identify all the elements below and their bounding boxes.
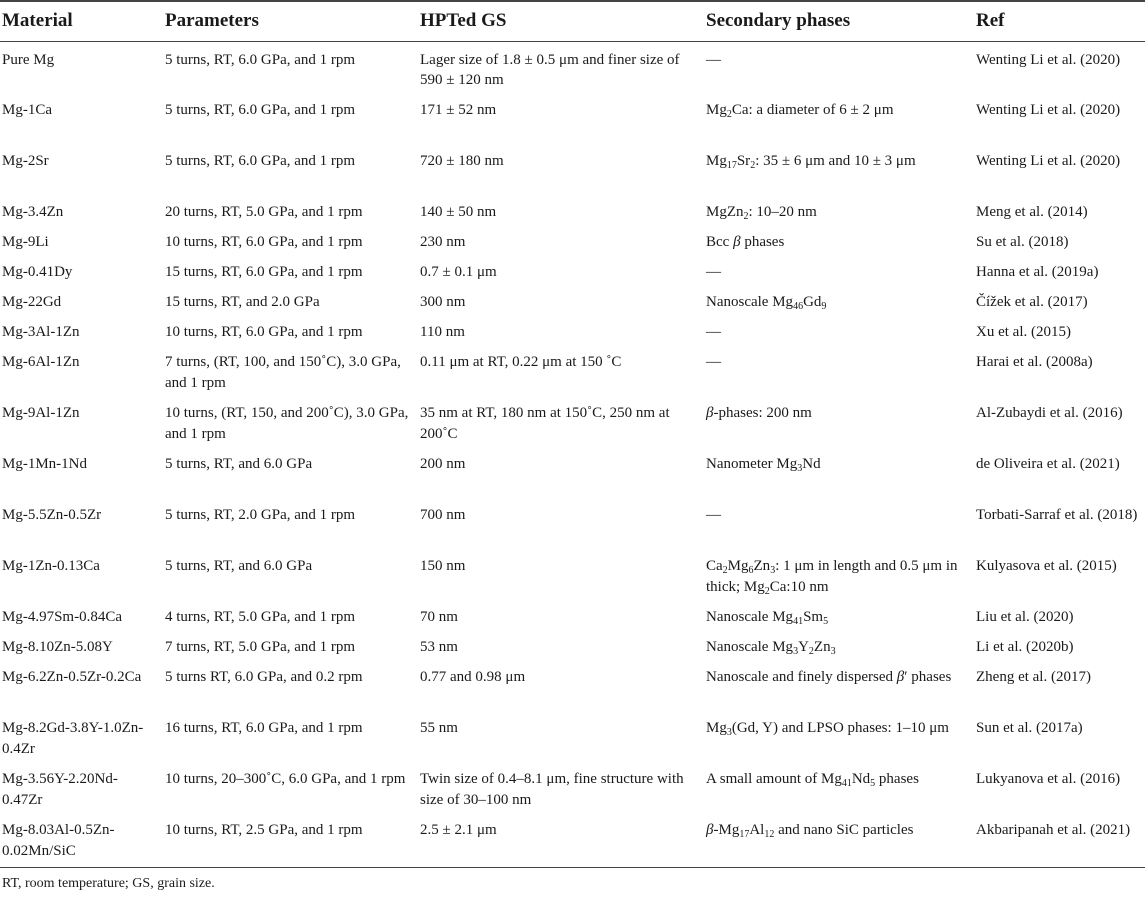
table-row [0,395,1145,446]
cell-ref: Hanna et al. (2019a) [976,264,1099,280]
cell-ref: Wenting Li et al. (2020) [976,51,1121,68]
cell-grain-size: 0.7 ± 0.1 μm [420,264,497,280]
cell-secondary-phases: — [706,507,721,523]
table-row [0,548,1145,599]
cell-parameters: 5 turns, RT, and 6.0 GPa [165,558,313,574]
cell-material: Mg-6.2Zn-0.5Zr-0.2Ca [2,669,142,685]
cell-material: Mg-2Sr [2,153,49,169]
cell-grain-size: 0.77 and 0.98 μm [420,669,526,685]
cell-grain-size: 200 nm [420,456,466,472]
cell-ref: Su et al. (2018) [976,234,1069,250]
cell-secondary-phases: — [706,354,721,370]
cell-grain-size: 70 nm [420,609,458,625]
table-body [0,41,1145,868]
table-row [0,761,1145,812]
header-hpted-gs: HPTed GS [418,1,704,41]
cell-grain-size: 0.11 μm at RT, 0.22 μm at 150 ˚C [420,354,622,370]
cell-secondary-phases: A small amount of $Mg_{41}Nd_5$ phases [706,771,919,789]
table-row [0,599,1145,629]
cell-parameters: 20 turns, RT, 5.0 GPa, and 1 rpm [165,204,363,220]
cell-secondary-phases: MgZn$_2$: 10–20 nm [706,204,817,222]
cell-ref: Xu et al. (2015) [976,324,1071,340]
cell-parameters: 10 turns, 20–300˚C, 6.0 GPa, and 1 rpm [165,771,406,787]
cell-material: Mg-5.5Zn-0.5Zr [2,507,102,523]
cell-ref: Čížek et al. (2017) [976,294,1088,310]
cell-parameters: 15 turns, RT, 6.0 GPa, and 1 rpm [165,264,363,280]
header-material: Material [0,1,163,41]
cell-secondary-phases: — [706,51,721,68]
cell-parameters: 7 turns, (RT, 100, and 150˚C), 3.0 GPa, and 1 rpm [165,354,401,391]
header-parameters: Parameters [163,1,418,41]
cell-material: Mg-9Al-1Zn [2,405,80,421]
cell-grain-size: 53 nm [420,639,458,655]
cell-parameters: 5 turns, RT, 2.0 GPa, and 1 rpm [165,507,356,523]
table-row [0,446,1145,497]
cell-material: Mg-1Ca [2,102,52,118]
cell-grain-size: 110 nm [420,324,465,340]
cell-grain-size: 35 nm at RT, 180 nm at 150˚C, 250 nm at 200˚C [420,405,670,442]
cell-secondary-phases: — [706,324,721,340]
cell-material: Mg-8.10Zn-5.08Y [2,639,113,655]
cell-ref: Wenting Li et al. (2020) [976,102,1121,118]
cell-parameters: 16 turns, RT, 6.0 GPa, and 1 rpm [165,720,363,736]
cell-parameters: 5 turns, RT, 6.0 GPa, and 1 rpm [165,51,356,68]
table-row [0,812,1145,868]
cell-parameters: 10 turns, RT, 6.0 GPa, and 1 rpm [165,234,363,250]
cell-ref: Torbati-Sarraf et al. (2018) [976,507,1138,523]
header-ref: Ref [974,1,1145,41]
cell-secondary-phases: Nanoscale and finely dispersed β′ phases [706,669,952,685]
cell-parameters: 10 turns, RT, 2.5 GPa, and 1 rpm [163,812,418,868]
cell-ref: Kulyasova et al. (2015) [976,558,1117,574]
cell-ref: Zheng et al. (2017) [976,669,1091,685]
cell-parameters: 10 turns, RT, 6.0 GPa, and 1 rpm [165,324,363,340]
cell-secondary-phases: $Mg_2Ca$: a diameter of 6 ± 2 μm [706,102,894,120]
cell-material: Pure Mg [2,51,55,68]
cell-secondary-phases: $Ca_2Mg_6Zn_3$: 1 μm in length and 0.5 μm in thick; $Mg_2Ca:10$ nm [706,558,958,597]
cell-secondary-phases: Nanoscale $Mg_{41}Sm_5$ [706,609,829,627]
cell-ref: Harai et al. (2008a) [976,354,1093,370]
cell-grain-size: 300 nm [420,294,466,310]
cell-material: Mg-8.2Gd-3.8Y-1.0Zn-0.4Zr [2,720,144,757]
table-header [0,1,1145,41]
cell-parameters: 10 turns, (RT, 150, and 200˚C), 3.0 GPa, and 1 rpm [165,405,409,442]
cell-grain-size: 700 nm [420,507,466,523]
cell-secondary-phases: $\beta-Mg_{17}Al_{12}$ and nano SiC particles [704,812,974,868]
cell-ref: Lukyanova et al. (2016) [976,771,1121,787]
cell-grain-size: 150 nm [420,558,466,574]
header-row [0,1,1145,41]
table-row [0,92,1145,143]
cell-material: Mg-3.56Y-2.20Nd-0.47Zr [2,771,118,808]
table-footnote: RT, room temperature; GS, grain size. [2,876,215,891]
cell-parameters: 7 turns, RT, 5.0 GPa, and 1 rpm [165,639,356,655]
cell-parameters: 5 turns, RT, 6.0 GPa, and 1 rpm [165,102,356,118]
cell-secondary-phases: Nanoscale $Mg_3Y_2Zn_3$ [706,639,836,657]
cell-grain-size: Twin size of 0.4–8.1 μm, fine structure with size of 30–100 nm [420,771,684,808]
cell-grain-size: 230 nm [420,234,466,250]
cell-material: Mg-0.41Dy [2,264,73,280]
cell-material: Mg-6Al-1Zn [2,354,80,370]
cell-secondary-phases: Nanometer $Mg_3Nd$ [706,456,821,474]
cell-ref: de Oliveira et al. (2021) [976,456,1120,472]
cell-grain-size: Lager size of 1.8 ± 0.5 μm and finer size of 590 ± 120 nm [420,51,680,88]
cell-parameters: 5 turns, RT, and 6.0 GPa [165,456,313,472]
cell-secondary-phases: β-phases: 200 nm [706,405,812,421]
cell-material: Mg-1Zn-0.13Ca [2,558,100,574]
cell-material: Mg-3Al-1Zn [2,324,80,340]
cell-secondary-phases: Nanoscale $Mg_{46}Gd_9$ [706,294,827,312]
cell-ref: Meng et al. (2014) [976,204,1088,220]
cell-material: Mg-8.03Al-0.5Zn-0.02Mn/SiC [0,812,163,868]
cell-material: Mg-4.97Sm-0.84Ca [2,609,122,625]
cell-material: Mg-3.4Zn [2,204,64,220]
table-row [0,143,1145,194]
table-row [0,194,1145,224]
table-row [0,659,1145,710]
cell-ref: Sun et al. (2017a) [976,720,1083,736]
cell-parameters: 15 turns, RT, and 2.0 GPa [165,294,320,310]
table-row [0,41,1145,92]
cell-secondary-phases: $Mg_{17}Sr_2$: 35 ± 6 μm and 10 ± 3 μm [706,153,916,171]
cell-ref: Al-Zubaydi et al. (2016) [976,405,1123,421]
cell-grain-size: 140 ± 50 nm [420,204,497,220]
cell-grain-size: 171 ± 52 nm [420,102,497,118]
table-row [0,254,1145,284]
cell-material: Mg-9Li [2,234,49,250]
cell-ref: Liu et al. (2020) [976,609,1074,625]
cell-grain-size: 720 ± 180 nm [420,153,504,169]
table-row [0,710,1145,761]
table-row [0,629,1145,659]
table-row [0,344,1145,395]
cell-secondary-phases: Bcc β phases [706,234,785,250]
table-row [0,224,1145,254]
cell-secondary-phases: — [706,264,721,280]
cell-material: Mg-1Mn-1Nd [2,456,87,472]
table-row [0,497,1145,548]
cell-grain-size: 2.5 ± 2.1 μm [418,812,704,868]
table-row [0,284,1145,314]
cell-secondary-phases: $Mg_3(Gd$, Y) and LPSO phases: 1–10 μm [706,720,949,738]
cell-ref: Wenting Li et al. (2020) [976,153,1121,169]
cell-grain-size: 55 nm [420,720,458,736]
cell-ref: Li et al. (2020b) [976,639,1074,655]
cell-parameters: 5 turns, RT, 6.0 GPa, and 1 rpm [165,153,356,169]
cell-parameters: 4 turns, RT, 5.0 GPa, and 1 rpm [165,609,356,625]
header-secondary-phases: Secondary phases [704,1,974,41]
cell-ref: Akbaripanah et al. (2021) [974,812,1145,868]
cell-parameters: 5 turns RT, 6.0 GPa, and 0.2 rpm [165,669,363,685]
table-row [0,314,1145,344]
cell-material: Mg-22Gd [2,294,62,310]
